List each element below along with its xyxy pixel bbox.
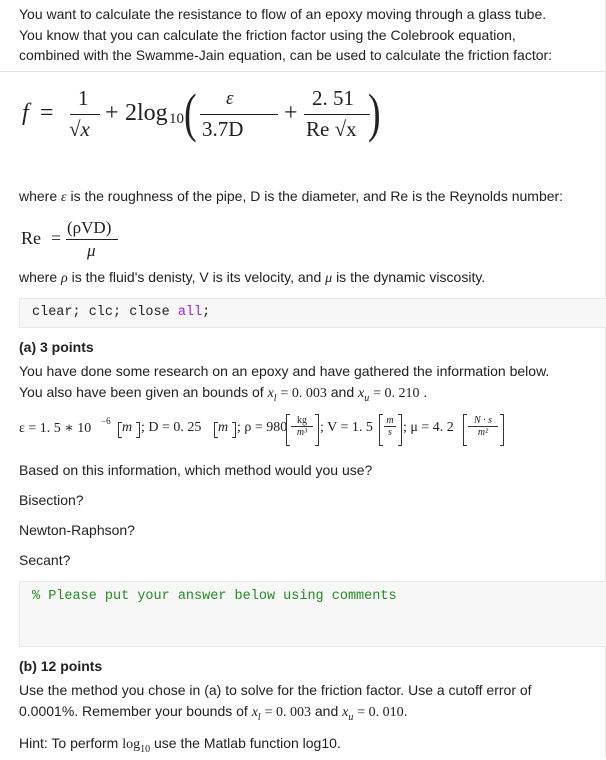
re-lhs: Re [21, 228, 41, 248]
v-unit-num: m [384, 415, 396, 427]
part-b-line-1: Use the method you chose in (a) to solve for the friction factor. Use a cutoff error of [19, 682, 532, 698]
eq-denominator-2: Re √x [306, 117, 357, 141]
v-bracket-left [379, 414, 383, 446]
bounds-period: . [423, 383, 428, 400]
part-a-description [19, 361, 584, 409]
xu-subscript: u [364, 392, 370, 404]
rho-unit-den: m³ [296, 427, 308, 438]
hint-suffix: use the Matlab function log10. [154, 735, 341, 751]
part-a-line-2 [19, 382, 584, 409]
code-block-answer[interactable] [19, 581, 606, 647]
colebrook-equation [22, 83, 582, 148]
mu-bracket-left [463, 414, 467, 446]
where-roughness-text: is the roughness of the pipe, D is the diameter, and Re is the Reynolds number: [70, 188, 564, 204]
eq-numerator-2: 2. 51 [312, 86, 354, 110]
where-density-line [19, 267, 584, 290]
section-divider [0, 71, 605, 72]
and-word: and [330, 383, 355, 400]
eq-frac-bar-2 [200, 114, 278, 115]
param-rho: ; ρ = 980 [237, 420, 288, 435]
eq-denominator-1: 3.7D [202, 117, 244, 141]
parameters-equation [19, 412, 589, 452]
xu-value-b: = 0. 010 [357, 704, 404, 720]
rho-unit-num: kg [291, 415, 313, 427]
part-a-bounds-prefix: You also have been given an bounds of [19, 383, 264, 400]
part-b-description [19, 680, 584, 728]
mu-symbol: μ [325, 271, 333, 286]
eq-frac-bar-1 [70, 114, 100, 115]
xu-symbol-b: x [342, 704, 349, 720]
code-line-1[interactable] [20, 305, 210, 320]
answer-comment[interactable]: % Please put your answer below using comments [32, 589, 397, 604]
eq-plus-1: + [105, 100, 119, 126]
eq-2log: 2log [125, 100, 168, 126]
eq-right-paren: ) [368, 83, 381, 143]
and-word-b: and [314, 702, 339, 719]
eq-epsilon: ε [226, 88, 234, 109]
mu-unit-num: N · s [468, 415, 498, 427]
hint-prefix: Hint: To perform [19, 735, 119, 751]
method-question: Based on this information, which method would you use? [19, 462, 373, 478]
eq-log-base: 10 [169, 111, 184, 127]
re-numerator: (ρVD) [67, 218, 112, 237]
param-eps-exponent: −6 [101, 416, 111, 426]
intro-text [19, 4, 584, 66]
xl-value-b: = 0. 003 [264, 704, 311, 720]
part-b-heading: (b) 12 points [19, 658, 103, 674]
intro-line-1: You want to calculate the resistance to flow of an epoxy moving through a glass tube. [19, 6, 547, 22]
mu-unit-fraction [468, 415, 498, 438]
option-secant: Secant? [19, 552, 71, 568]
hint-line [19, 733, 584, 760]
part-b-bounds-prefix: 0.0001%. Remember your bounds of [19, 702, 248, 719]
where-prefix-2: where [19, 269, 58, 285]
param-mu: ; μ = 4. 2 [403, 420, 454, 435]
param-eps-unit: m [122, 420, 133, 435]
where-density-text: is the fluid's denisty, V is its velocity, and [71, 269, 322, 285]
re-equals: = [51, 228, 62, 248]
bounds-period-b: . [403, 702, 408, 719]
v-unit-den: s [388, 427, 392, 438]
eq-equals: = [40, 100, 54, 126]
eps-bracket-right [136, 422, 140, 438]
param-v: ; V = 1. 5 [320, 420, 373, 435]
code-semicolon: ; [202, 305, 211, 320]
intro-line-2: You know that you can calculate the friction factor using the Colebrook equation, [19, 26, 516, 43]
re-denominator: μ [87, 241, 96, 260]
hint-log: log [122, 737, 141, 752]
part-a-line-1: You have done some research on an epoxy and have gathered the information below. [19, 363, 550, 379]
xl-symbol: x [267, 385, 274, 401]
hint-log-subscript: 10 [140, 743, 151, 755]
code-block-setup[interactable] [19, 298, 606, 328]
option-bisection: Bisection? [19, 492, 84, 508]
eq-plus-2: + [284, 100, 298, 126]
param-eps: ε = 1. 5 ∗ 10 [19, 421, 92, 436]
v-bracket-right [398, 414, 402, 446]
reynolds-equation [21, 218, 221, 268]
re-frac-bar [66, 239, 118, 240]
rho-bracket-left [286, 414, 290, 446]
xu-subscript-b: u [348, 711, 354, 723]
mu-unit-den: m² [477, 427, 489, 438]
eq-numerator-one: 1 [78, 86, 89, 110]
xu-symbol: x [358, 385, 365, 401]
where-roughness-line [19, 186, 584, 209]
v-unit-fraction [384, 415, 396, 438]
part-a-heading: (a) 3 points [19, 339, 94, 355]
where-viscosity-text: is the dynamic viscosity. [336, 269, 486, 285]
param-d: ; D = 0. 25 [141, 420, 202, 435]
rho-unit-fraction [291, 415, 313, 438]
eq-frac-bar-3 [304, 114, 370, 115]
intro-line-3: combined with the Swamme-Jain equation, can be used to calculate the friction factor: [19, 47, 553, 63]
d-bracket-right [232, 422, 236, 438]
mu-bracket-right [500, 414, 504, 446]
rho-bracket-right [315, 414, 319, 446]
code-clear-text: clear; clc; close [32, 305, 178, 320]
xl-subscript: l [273, 392, 277, 404]
param-d-unit: m [218, 420, 229, 435]
xu-value: = 0. 210 [373, 385, 420, 401]
epsilon-symbol: ε [61, 190, 67, 205]
xl-value: = 0. 003 [280, 385, 327, 401]
code-keyword-all: all [177, 305, 203, 320]
option-newton-raphson: Newton-Raphson? [19, 522, 135, 538]
eq-sqrt-x: √x [69, 117, 90, 141]
part-b-line-2 [19, 701, 584, 728]
eq-f: f [22, 100, 29, 126]
eq-left-paren: ( [184, 83, 197, 143]
xl-symbol-b: x [251, 704, 258, 720]
xl-subscript-b: l [257, 711, 261, 723]
rho-symbol: ρ [61, 271, 68, 286]
where-prefix-1: where [19, 188, 58, 204]
